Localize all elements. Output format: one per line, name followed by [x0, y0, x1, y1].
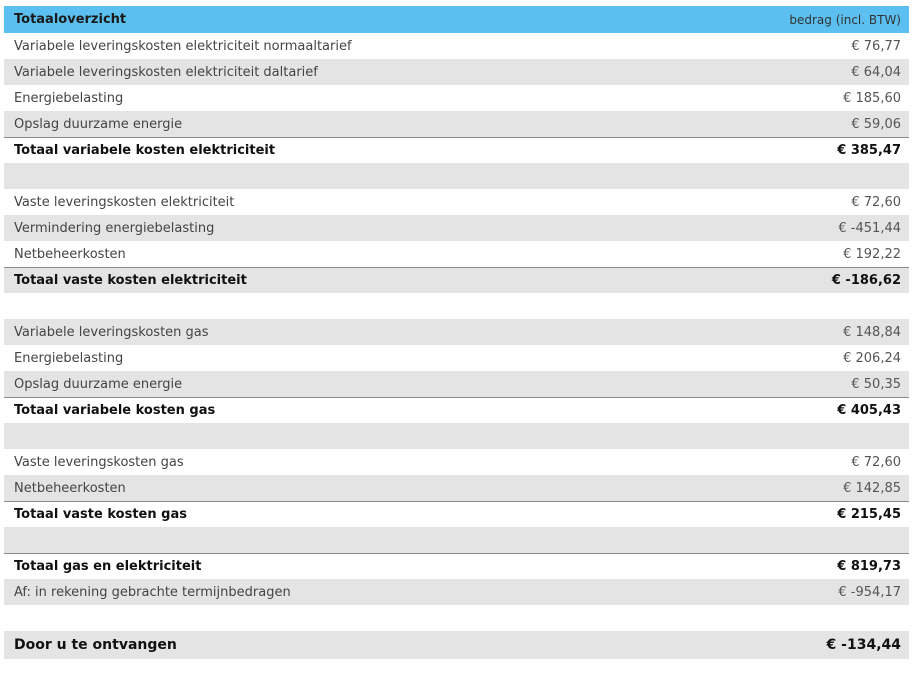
row-amount: € 215,45 — [837, 507, 901, 522]
table-row — [4, 189, 909, 215]
row-amount: € -451,44 — [838, 220, 901, 236]
row-amount: € 50,35 — [851, 376, 901, 392]
table-body — [4, 33, 909, 685]
row-label: Netbeheerkosten — [14, 480, 126, 496]
row-amount: € 185,60 — [843, 90, 901, 106]
row-label: Opslag duurzame energie — [14, 116, 183, 132]
table-row — [4, 111, 909, 137]
row-amount: € 64,04 — [851, 64, 901, 80]
row-label: Variabele leveringskosten elektriciteit daltarief — [14, 64, 318, 80]
spacer-row — [4, 527, 909, 553]
total-row — [4, 137, 909, 163]
row-label: Variabele leveringskosten gas — [14, 324, 209, 340]
row-amount: € 385,47 — [837, 143, 901, 158]
row-amount: € 72,60 — [851, 454, 901, 470]
row-label: Vaste leveringskosten elektriciteit — [14, 194, 235, 210]
table-row — [4, 33, 909, 59]
row-label: Totaal vaste kosten elektriciteit — [14, 273, 247, 288]
table-row — [4, 215, 909, 241]
row-amount: € 405,43 — [837, 403, 901, 418]
table-row — [4, 449, 909, 475]
spacer-row — [4, 605, 909, 631]
row-label: Variabele leveringskosten elektriciteit normaaltarief — [14, 38, 352, 54]
row-label: Netbeheerkosten — [14, 246, 126, 262]
table-header — [4, 6, 909, 33]
row-amount: € 59,06 — [851, 116, 901, 132]
row-amount: € 192,22 — [843, 246, 901, 262]
row-label: Vermindering energiebelasting — [14, 220, 215, 236]
row-label: Totaal vaste kosten gas — [14, 507, 187, 522]
row-amount: € -954,17 — [838, 584, 901, 600]
table-row — [4, 579, 909, 605]
row-amount: € 72,60 — [851, 194, 901, 210]
row-amount: € 142,85 — [843, 480, 901, 496]
row-label: Totaal variabele kosten elektriciteit — [14, 143, 276, 158]
table-row — [4, 371, 909, 397]
totaaloverzicht-table — [4, 6, 909, 685]
row-amount: € -134,44 — [826, 637, 901, 653]
spacer-row — [4, 423, 909, 449]
final-row — [4, 631, 909, 659]
total-row — [4, 267, 909, 293]
table-row — [4, 85, 909, 111]
row-label: Energiebelasting — [14, 90, 124, 106]
table-row — [4, 345, 909, 371]
row-label: Energiebelasting — [14, 350, 124, 366]
row-amount: € 206,24 — [843, 350, 901, 366]
header-title: Totaaloverzicht — [14, 12, 127, 27]
row-label: Af: in rekening gebrachte termijnbedragen — [14, 584, 291, 600]
total-row — [4, 553, 909, 579]
spacer-row — [4, 293, 909, 319]
spacer-row — [4, 659, 909, 685]
table-row — [4, 319, 909, 345]
table-row — [4, 59, 909, 85]
total-row — [4, 397, 909, 423]
spacer-row — [4, 163, 909, 189]
row-amount: € -186,62 — [831, 273, 901, 288]
row-label: Door u te ontvangen — [14, 637, 177, 653]
total-row — [4, 501, 909, 527]
table-row — [4, 241, 909, 267]
row-amount: € 819,73 — [837, 559, 901, 574]
row-label: Vaste leveringskosten gas — [14, 454, 184, 470]
header-amount-label: bedrag (incl. BTW) — [789, 12, 901, 27]
row-label: Opslag duurzame energie — [14, 376, 183, 392]
row-amount: € 76,77 — [851, 38, 901, 54]
row-label: Totaal variabele kosten gas — [14, 403, 216, 418]
table-row — [4, 475, 909, 501]
row-label: Totaal gas en elektriciteit — [14, 559, 202, 574]
row-amount: € 148,84 — [843, 324, 901, 340]
